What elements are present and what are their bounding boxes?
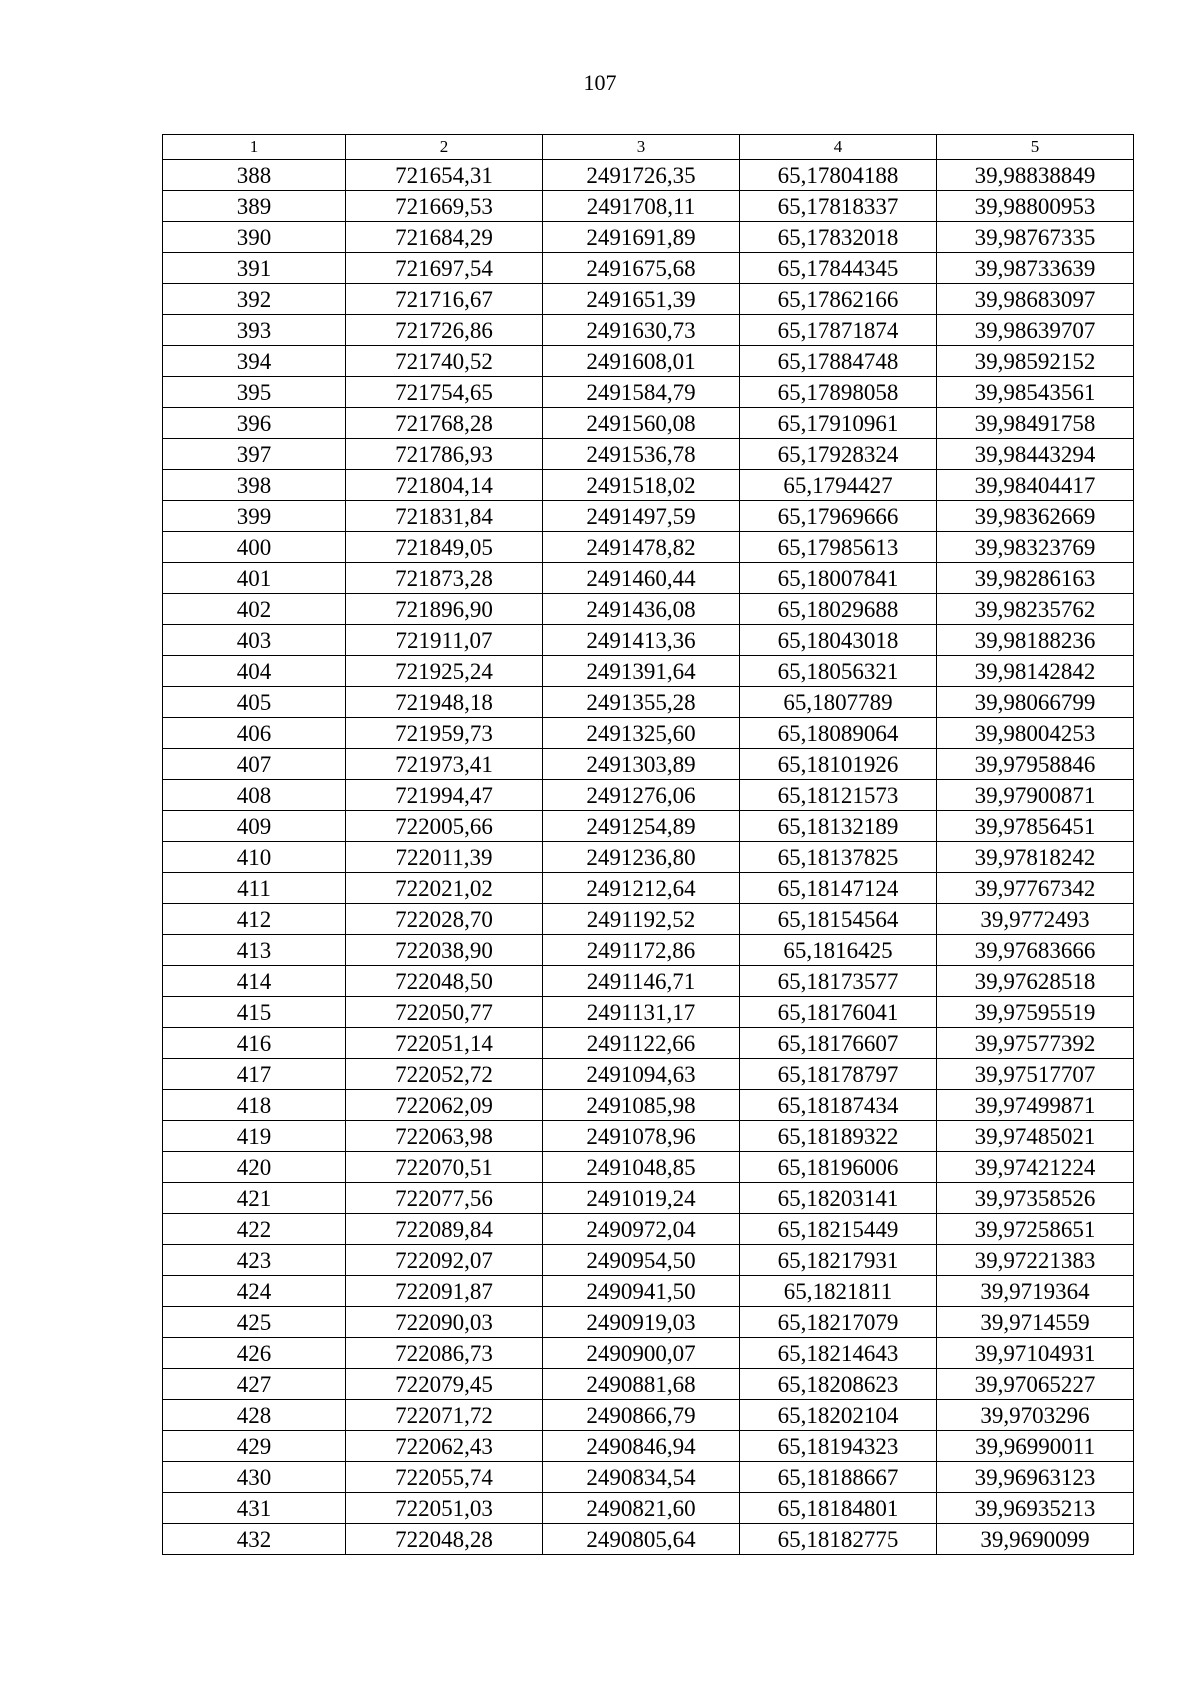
table-cell: 421 <box>163 1183 346 1214</box>
table-cell: 722011,39 <box>346 842 543 873</box>
table-row <box>163 160 1134 191</box>
table-cell: 2491048,85 <box>543 1152 740 1183</box>
table-cell: 722028,70 <box>346 904 543 935</box>
table-cell: 2491608,01 <box>543 346 740 377</box>
table-cell: 39,98543561 <box>937 377 1134 408</box>
table-cell: 407 <box>163 749 346 780</box>
table-cell: 721849,05 <box>346 532 543 563</box>
table-row <box>163 315 1134 346</box>
table-cell: 65,18043018 <box>740 625 937 656</box>
table-cell: 2490919,03 <box>543 1307 740 1338</box>
table-cell: 39,98683097 <box>937 284 1134 315</box>
table-cell: 398 <box>163 470 346 501</box>
table-cell: 39,97258651 <box>937 1214 1134 1245</box>
table-cell: 2491391,64 <box>543 656 740 687</box>
table-body <box>163 160 1134 1555</box>
table-cell: 39,96963123 <box>937 1462 1134 1493</box>
table-cell: 39,97900871 <box>937 780 1134 811</box>
column-header: 3 <box>543 135 740 160</box>
table-cell: 425 <box>163 1307 346 1338</box>
table-row <box>163 1338 1134 1369</box>
table-cell: 39,98639707 <box>937 315 1134 346</box>
table-row <box>163 439 1134 470</box>
table-cell: 2491303,89 <box>543 749 740 780</box>
table-cell: 721959,73 <box>346 718 543 749</box>
table-cell: 2490834,54 <box>543 1462 740 1493</box>
table-cell: 65,17985613 <box>740 532 937 563</box>
table-cell: 2491212,64 <box>543 873 740 904</box>
table-cell: 418 <box>163 1090 346 1121</box>
table-row <box>163 718 1134 749</box>
table-cell: 413 <box>163 935 346 966</box>
table-cell: 2491355,28 <box>543 687 740 718</box>
table-cell: 65,1807789 <box>740 687 937 718</box>
table-cell: 2491413,36 <box>543 625 740 656</box>
table-cell: 722005,66 <box>346 811 543 842</box>
table-row <box>163 1462 1134 1493</box>
table-cell: 2490866,79 <box>543 1400 740 1431</box>
table-row <box>163 408 1134 439</box>
table-cell: 65,17804188 <box>740 160 937 191</box>
table-cell: 2491497,59 <box>543 501 740 532</box>
table-cell: 416 <box>163 1028 346 1059</box>
table-cell: 65,18121573 <box>740 780 937 811</box>
table-cell: 404 <box>163 656 346 687</box>
table-row <box>163 625 1134 656</box>
table-cell: 2491560,08 <box>543 408 740 439</box>
table-cell: 419 <box>163 1121 346 1152</box>
table-cell: 39,98404417 <box>937 470 1134 501</box>
table-cell: 722086,73 <box>346 1338 543 1369</box>
table-cell: 722048,50 <box>346 966 543 997</box>
table-cell: 65,18214643 <box>740 1338 937 1369</box>
table-cell: 721716,67 <box>346 284 543 315</box>
table-cell: 65,18203141 <box>740 1183 937 1214</box>
table-cell: 2490805,64 <box>543 1524 740 1555</box>
table-cell: 2491630,73 <box>543 315 740 346</box>
table-cell: 721925,24 <box>346 656 543 687</box>
table-cell: 65,18176041 <box>740 997 937 1028</box>
table-row <box>163 1493 1134 1524</box>
table-cell: 2490821,60 <box>543 1493 740 1524</box>
table-cell: 2491691,89 <box>543 222 740 253</box>
table-cell: 2491236,80 <box>543 842 740 873</box>
table-cell: 39,98066799 <box>937 687 1134 718</box>
column-header: 5 <box>937 135 1134 160</box>
table-cell: 722070,51 <box>346 1152 543 1183</box>
table-row <box>163 532 1134 563</box>
table-cell: 427 <box>163 1369 346 1400</box>
header-row <box>163 135 1134 160</box>
table-row <box>163 842 1134 873</box>
table-cell: 39,98142842 <box>937 656 1134 687</box>
table-cell: 405 <box>163 687 346 718</box>
table-cell: 432 <box>163 1524 346 1555</box>
table-cell: 2491460,44 <box>543 563 740 594</box>
table-row <box>163 222 1134 253</box>
table-cell: 39,96990011 <box>937 1431 1134 1462</box>
table-cell: 2491708,11 <box>543 191 740 222</box>
column-header: 2 <box>346 135 543 160</box>
table-cell: 65,18147124 <box>740 873 937 904</box>
table-row <box>163 1276 1134 1307</box>
table-row <box>163 780 1134 811</box>
table-cell: 406 <box>163 718 346 749</box>
table-cell: 2491131,17 <box>543 997 740 1028</box>
table-cell: 722062,43 <box>346 1431 543 1462</box>
table-row <box>163 1090 1134 1121</box>
table-cell: 2490941,50 <box>543 1276 740 1307</box>
table-cell: 39,97065227 <box>937 1369 1134 1400</box>
page-number: 107 <box>583 70 617 95</box>
table-cell: 39,98838849 <box>937 160 1134 191</box>
table-cell: 39,97221383 <box>937 1245 1134 1276</box>
table-cell: 39,98733639 <box>937 253 1134 284</box>
table-cell: 415 <box>163 997 346 1028</box>
table-cell: 2491726,35 <box>543 160 740 191</box>
table-cell: 396 <box>163 408 346 439</box>
table-cell: 2491518,02 <box>543 470 740 501</box>
table-cell: 39,98362669 <box>937 501 1134 532</box>
table-cell: 65,18188667 <box>740 1462 937 1493</box>
table-cell: 39,9719364 <box>937 1276 1134 1307</box>
table-cell: 391 <box>163 253 346 284</box>
table-cell: 65,18208623 <box>740 1369 937 1400</box>
table-cell: 65,17832018 <box>740 222 937 253</box>
table-cell: 721697,54 <box>346 253 543 284</box>
table-cell: 414 <box>163 966 346 997</box>
table-cell: 65,18194323 <box>740 1431 937 1462</box>
table-cell: 721804,14 <box>346 470 543 501</box>
table-cell: 403 <box>163 625 346 656</box>
table-cell: 39,97856451 <box>937 811 1134 842</box>
table-cell: 721786,93 <box>346 439 543 470</box>
table-cell: 422 <box>163 1214 346 1245</box>
table-cell: 65,18196006 <box>740 1152 937 1183</box>
table-row <box>163 1307 1134 1338</box>
table-cell: 721726,86 <box>346 315 543 346</box>
table-cell: 721831,84 <box>346 501 543 532</box>
table-cell: 39,97628518 <box>937 966 1134 997</box>
table-cell: 2491325,60 <box>543 718 740 749</box>
table-cell: 390 <box>163 222 346 253</box>
table-cell: 431 <box>163 1493 346 1524</box>
table-cell: 392 <box>163 284 346 315</box>
table-cell: 722050,77 <box>346 997 543 1028</box>
table-cell: 395 <box>163 377 346 408</box>
table-cell: 409 <box>163 811 346 842</box>
table-cell: 65,18137825 <box>740 842 937 873</box>
table-cell: 2491675,68 <box>543 253 740 284</box>
table-cell: 401 <box>163 563 346 594</box>
table-row <box>163 687 1134 718</box>
table-cell: 2490846,94 <box>543 1431 740 1462</box>
table-cell: 2491094,63 <box>543 1059 740 1090</box>
table-cell: 722090,03 <box>346 1307 543 1338</box>
table-cell: 2491436,08 <box>543 594 740 625</box>
table-cell: 39,98443294 <box>937 439 1134 470</box>
table-cell: 722091,87 <box>346 1276 543 1307</box>
table-cell: 2490954,50 <box>543 1245 740 1276</box>
table-cell: 39,98491758 <box>937 408 1134 439</box>
table-cell: 65,18029688 <box>740 594 937 625</box>
table-cell: 412 <box>163 904 346 935</box>
table-row <box>163 966 1134 997</box>
table-cell: 2490900,07 <box>543 1338 740 1369</box>
table-row <box>163 904 1134 935</box>
table-cell: 424 <box>163 1276 346 1307</box>
table-cell: 722021,02 <box>346 873 543 904</box>
table-row <box>163 563 1134 594</box>
table-row <box>163 1245 1134 1276</box>
table-cell: 722089,84 <box>346 1214 543 1245</box>
table-cell: 65,18217079 <box>740 1307 937 1338</box>
table-cell: 39,97485021 <box>937 1121 1134 1152</box>
table-cell: 65,18089064 <box>740 718 937 749</box>
table-row <box>163 1369 1134 1400</box>
table-cell: 722079,45 <box>346 1369 543 1400</box>
table-cell: 39,97595519 <box>937 997 1134 1028</box>
table-row <box>163 1152 1134 1183</box>
table-cell: 65,18132189 <box>740 811 937 842</box>
table-cell: 39,97499871 <box>937 1090 1134 1121</box>
table-cell: 426 <box>163 1338 346 1369</box>
table-cell: 65,18187434 <box>740 1090 937 1121</box>
column-header: 4 <box>740 135 937 160</box>
table-cell: 39,97958846 <box>937 749 1134 780</box>
table-cell: 722051,14 <box>346 1028 543 1059</box>
table-cell: 39,9703296 <box>937 1400 1134 1431</box>
table-cell: 2491276,06 <box>543 780 740 811</box>
table-cell: 389 <box>163 191 346 222</box>
table-cell: 39,98767335 <box>937 222 1134 253</box>
table-row <box>163 1183 1134 1214</box>
table-cell: 39,97104931 <box>937 1338 1134 1369</box>
table-cell: 721973,41 <box>346 749 543 780</box>
table-cell: 721669,53 <box>346 191 543 222</box>
table-cell: 722055,74 <box>346 1462 543 1493</box>
table-cell: 39,9690099 <box>937 1524 1134 1555</box>
table-cell: 411 <box>163 873 346 904</box>
table-cell: 39,98323769 <box>937 532 1134 563</box>
table-cell: 65,1794427 <box>740 470 937 501</box>
table-cell: 2491019,24 <box>543 1183 740 1214</box>
table-row <box>163 1524 1134 1555</box>
table-cell: 65,18184801 <box>740 1493 937 1524</box>
table-cell: 2491584,79 <box>543 377 740 408</box>
coordinates-table <box>162 134 1134 1555</box>
table-cell: 65,18176607 <box>740 1028 937 1059</box>
table-cell: 721911,07 <box>346 625 543 656</box>
table-cell: 39,97517707 <box>937 1059 1134 1090</box>
table-cell: 722052,72 <box>346 1059 543 1090</box>
table-cell: 65,18189322 <box>740 1121 937 1152</box>
table-cell: 65,1816425 <box>740 935 937 966</box>
table-cell: 420 <box>163 1152 346 1183</box>
column-header: 1 <box>163 135 346 160</box>
table-cell: 400 <box>163 532 346 563</box>
table-cell: 2491146,71 <box>543 966 740 997</box>
table-cell: 65,17928324 <box>740 439 937 470</box>
table-cell: 65,18101926 <box>740 749 937 780</box>
table-cell: 65,17844345 <box>740 253 937 284</box>
table-cell: 722092,07 <box>346 1245 543 1276</box>
table-cell: 65,17884748 <box>740 346 937 377</box>
table-cell: 65,18056321 <box>740 656 937 687</box>
table-cell: 2491085,98 <box>543 1090 740 1121</box>
table-cell: 39,98592152 <box>937 346 1134 377</box>
table-cell: 393 <box>163 315 346 346</box>
table-cell: 721994,47 <box>346 780 543 811</box>
table-row <box>163 1431 1134 1462</box>
table-cell: 721740,52 <box>346 346 543 377</box>
table-cell: 2491078,96 <box>543 1121 740 1152</box>
table-cell: 65,18178797 <box>740 1059 937 1090</box>
table-cell: 408 <box>163 780 346 811</box>
table-cell: 722063,98 <box>346 1121 543 1152</box>
table-cell: 2490881,68 <box>543 1369 740 1400</box>
table-row <box>163 1028 1134 1059</box>
table-header <box>163 135 1134 160</box>
table-cell: 721948,18 <box>346 687 543 718</box>
table-cell: 722077,56 <box>346 1183 543 1214</box>
table-cell: 722038,90 <box>346 935 543 966</box>
table-cell: 722062,09 <box>346 1090 543 1121</box>
table-cell: 428 <box>163 1400 346 1431</box>
table-cell: 721896,90 <box>346 594 543 625</box>
table-cell: 39,98286163 <box>937 563 1134 594</box>
table-cell: 394 <box>163 346 346 377</box>
table-cell: 397 <box>163 439 346 470</box>
table-cell: 430 <box>163 1462 346 1493</box>
table-row <box>163 873 1134 904</box>
table-cell: 39,97818242 <box>937 842 1134 873</box>
table-cell: 65,17898058 <box>740 377 937 408</box>
table-cell: 721873,28 <box>346 563 543 594</box>
table-row <box>163 656 1134 687</box>
table-row <box>163 253 1134 284</box>
table-cell: 2491254,89 <box>543 811 740 842</box>
table-cell: 39,97683666 <box>937 935 1134 966</box>
table-cell: 39,97767342 <box>937 873 1134 904</box>
table-cell: 423 <box>163 1245 346 1276</box>
table-cell: 39,97577392 <box>937 1028 1134 1059</box>
table-row <box>163 1214 1134 1245</box>
table-row <box>163 594 1134 625</box>
table-cell: 722071,72 <box>346 1400 543 1431</box>
table-row <box>163 284 1134 315</box>
table-cell: 410 <box>163 842 346 873</box>
table-cell: 721654,31 <box>346 160 543 191</box>
table-cell: 65,17862166 <box>740 284 937 315</box>
table-cell: 65,17969666 <box>740 501 937 532</box>
table-row <box>163 470 1134 501</box>
table-row <box>163 997 1134 1028</box>
table-cell: 2490972,04 <box>543 1214 740 1245</box>
table-cell: 722051,03 <box>346 1493 543 1524</box>
table-cell: 721684,29 <box>346 222 543 253</box>
table-cell: 39,9772493 <box>937 904 1134 935</box>
table-cell: 417 <box>163 1059 346 1090</box>
table-cell: 2491478,82 <box>543 532 740 563</box>
table-row <box>163 191 1134 222</box>
table-cell: 429 <box>163 1431 346 1462</box>
table-cell: 388 <box>163 160 346 191</box>
table-row <box>163 749 1134 780</box>
table-cell: 2491122,66 <box>543 1028 740 1059</box>
table-cell: 65,18007841 <box>740 563 937 594</box>
table-cell: 65,18215449 <box>740 1214 937 1245</box>
table-cell: 39,97358526 <box>937 1183 1134 1214</box>
table-row <box>163 811 1134 842</box>
table-cell: 39,98004253 <box>937 718 1134 749</box>
table-cell: 39,9714559 <box>937 1307 1134 1338</box>
table-cell: 39,98800953 <box>937 191 1134 222</box>
table-cell: 65,18217931 <box>740 1245 937 1276</box>
table-cell: 2491172,86 <box>543 935 740 966</box>
table-row <box>163 1400 1134 1431</box>
table-row <box>163 346 1134 377</box>
table-cell: 721768,28 <box>346 408 543 439</box>
table-cell: 39,97421224 <box>937 1152 1134 1183</box>
table-cell: 65,17818337 <box>740 191 937 222</box>
table-cell: 65,18202104 <box>740 1400 937 1431</box>
table-cell: 39,98235762 <box>937 594 1134 625</box>
table-row <box>163 1121 1134 1152</box>
table-cell: 65,18173577 <box>740 966 937 997</box>
table-cell: 402 <box>163 594 346 625</box>
table-cell: 39,98188236 <box>937 625 1134 656</box>
table-cell: 2491192,52 <box>543 904 740 935</box>
table-cell: 65,18182775 <box>740 1524 937 1555</box>
table-cell: 39,96935213 <box>937 1493 1134 1524</box>
table-cell: 65,1821811 <box>740 1276 937 1307</box>
table-row <box>163 377 1134 408</box>
table-cell: 722048,28 <box>346 1524 543 1555</box>
table-cell: 721754,65 <box>346 377 543 408</box>
table-cell: 2491651,39 <box>543 284 740 315</box>
table-row <box>163 501 1134 532</box>
table-row <box>163 1059 1134 1090</box>
table-cell: 65,17871874 <box>740 315 937 346</box>
table-cell: 65,18154564 <box>740 904 937 935</box>
table-row <box>163 935 1134 966</box>
table-cell: 399 <box>163 501 346 532</box>
table-cell: 2491536,78 <box>543 439 740 470</box>
table-cell: 65,17910961 <box>740 408 937 439</box>
